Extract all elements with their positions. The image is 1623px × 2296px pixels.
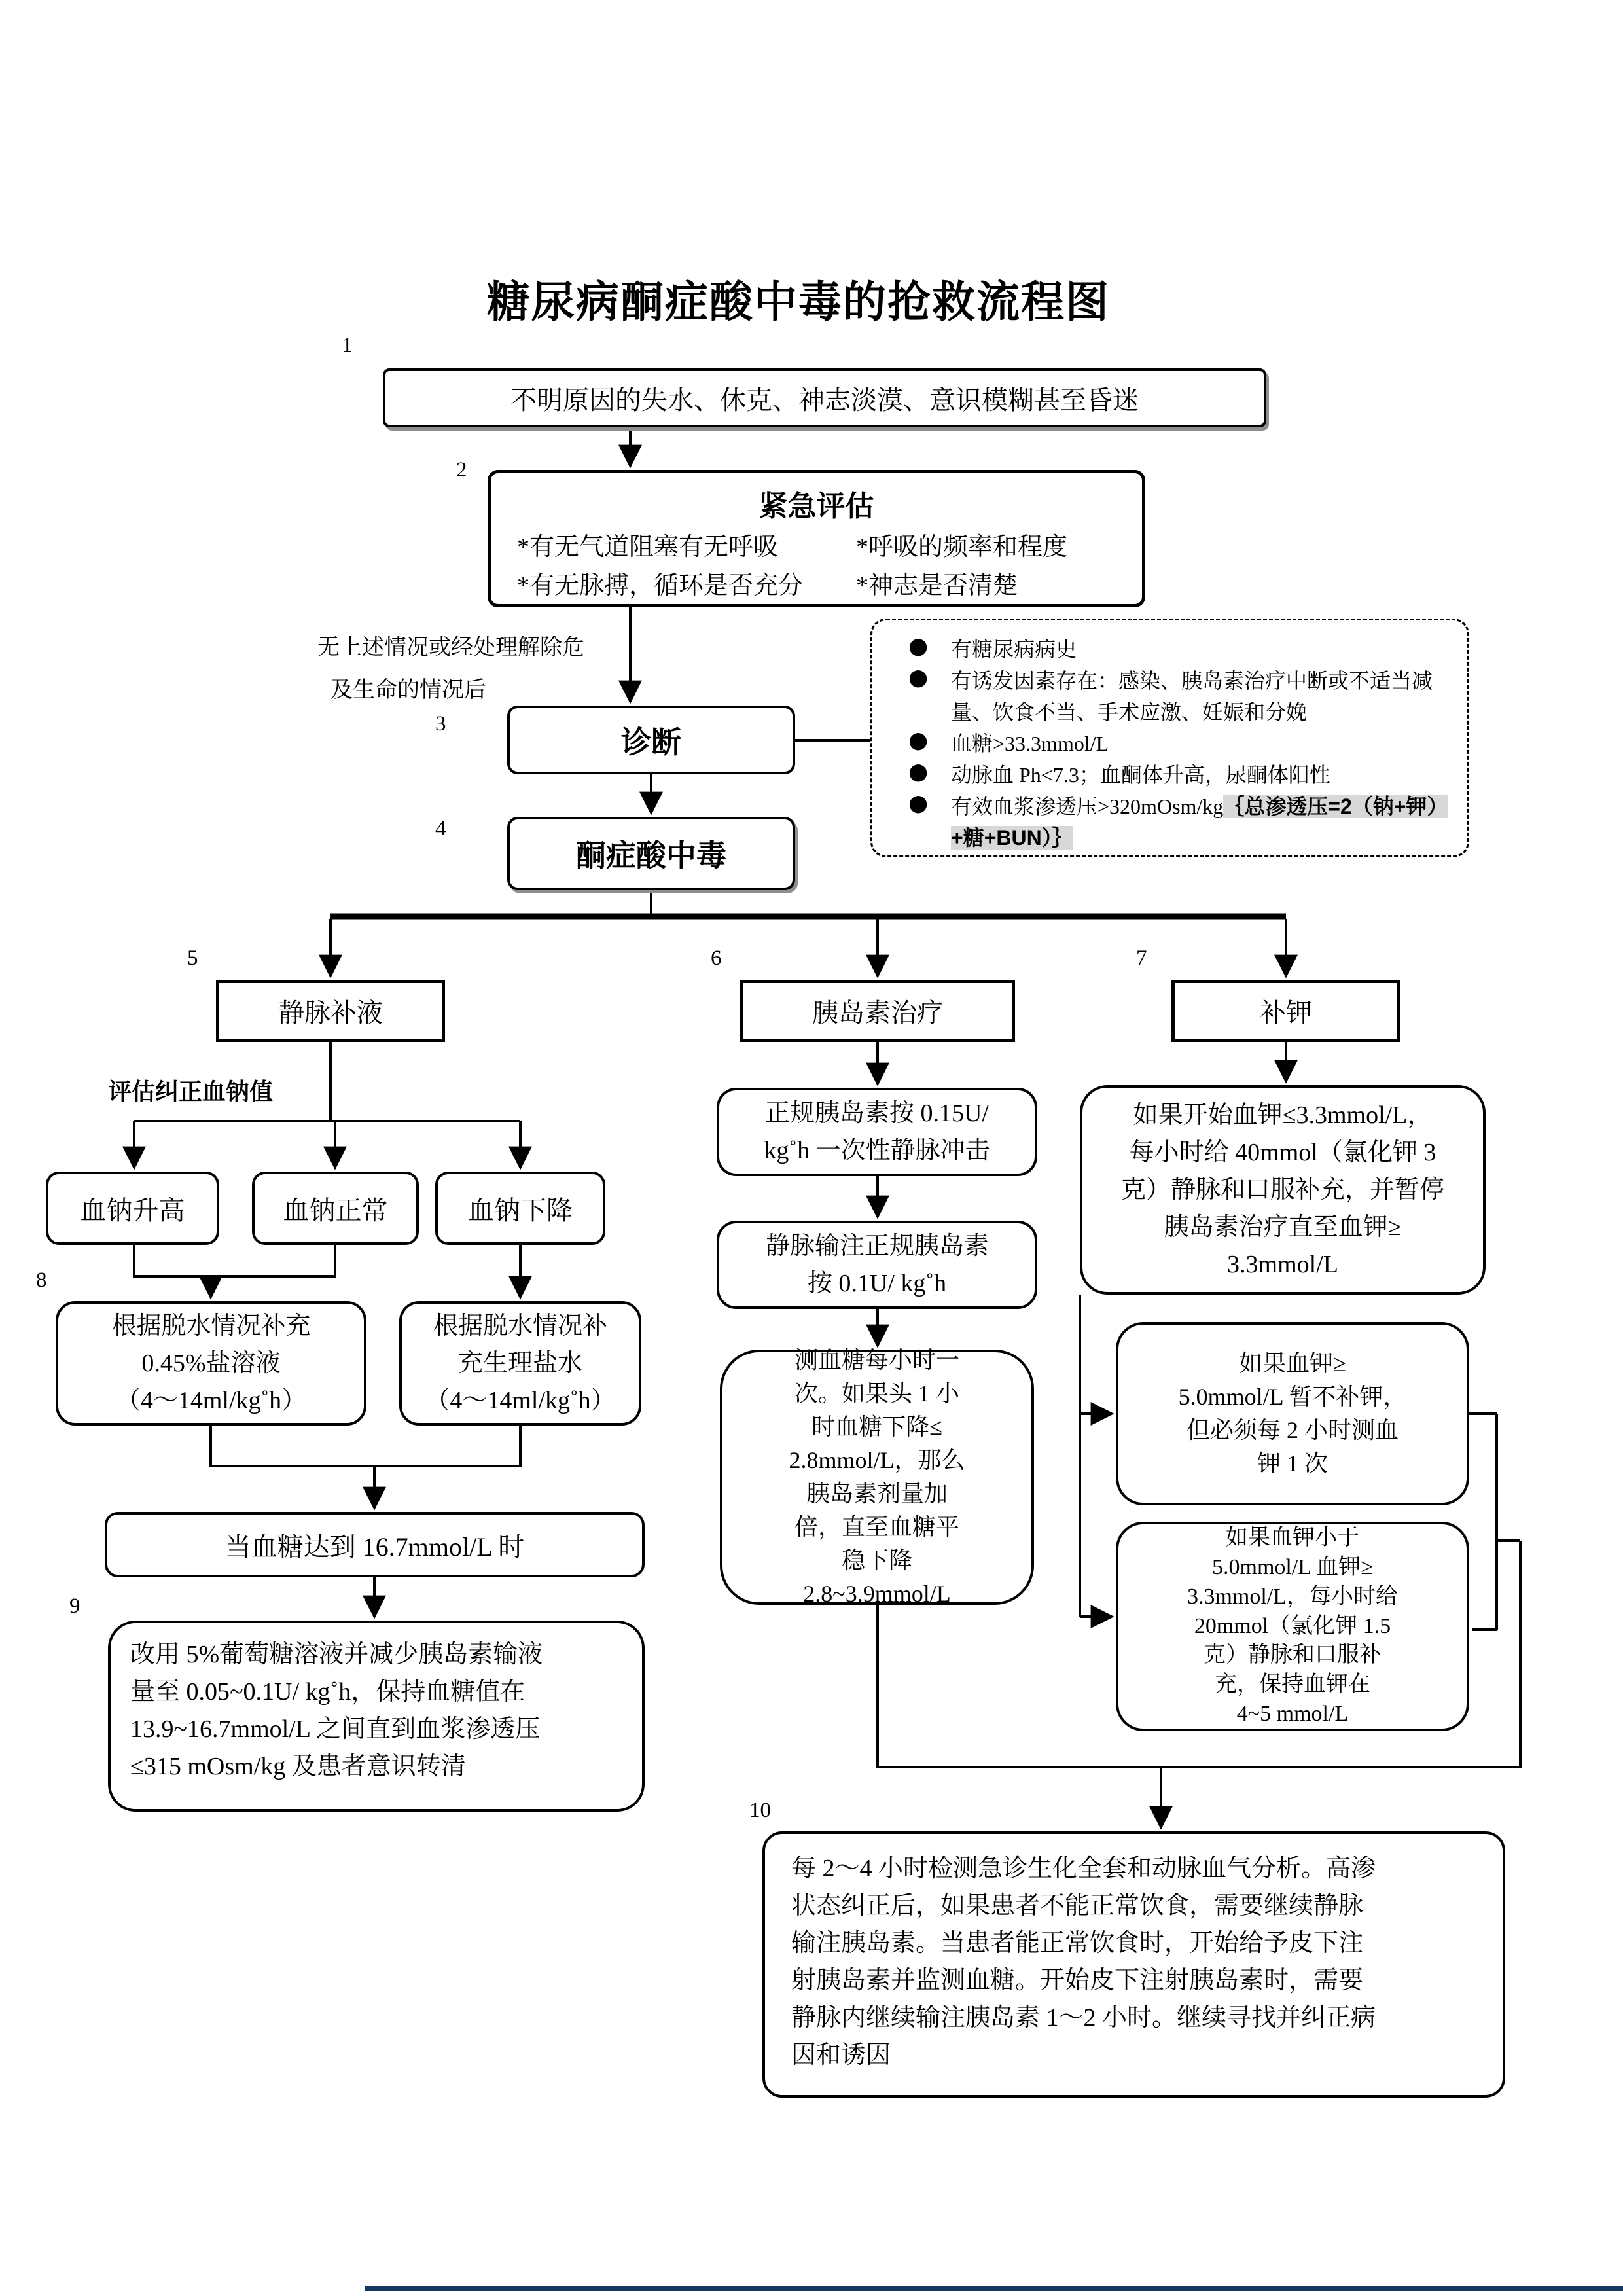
text-line: （4～14ml/kg˚h）: [115, 1386, 307, 1414]
node-diagnosis-text: 诊断: [621, 725, 681, 759]
text-line: 倍，直至血糖平: [794, 1514, 959, 1541]
text-line: 稳下降: [841, 1547, 912, 1574]
text-line: 次。如果头 1 小: [794, 1380, 959, 1407]
sodium-assessment-label: 评估纠正血钠值: [108, 1079, 274, 1105]
text-line: 根据脱水情况补: [433, 1312, 607, 1340]
text-line: 因和诱因: [791, 2041, 891, 2069]
text-line: 按 0.1U/ kg˚h: [807, 1269, 947, 1297]
node-normal-saline: [399, 1301, 641, 1426]
text-line: 充生理盐水: [457, 1349, 582, 1377]
text-line: 3.3mmol/L，每小时给: [1186, 1584, 1399, 1609]
text-line: kg˚h 一次性静脉冲击: [764, 1136, 990, 1164]
text-line: 3.3mmol/L: [1227, 1250, 1338, 1278]
text-line: 射胰岛素并监测血糖。开始皮下注射胰岛素时，需要: [791, 1967, 1364, 1994]
step-label-3: 3: [435, 712, 446, 736]
node-followup: [762, 1831, 1505, 2098]
text-line: 但必须每 2 小时测血: [1186, 1417, 1399, 1443]
osmolality-criterion: 有效血浆渗透压>320mOsm/kg: [951, 795, 1224, 818]
node-insulin-bolus: [717, 1088, 1037, 1176]
node-insulin-therapy: [740, 980, 1015, 1042]
text-line: 克）静脉和口服补充，并暂停: [1120, 1175, 1444, 1204]
bullet-icon: ⬤: [908, 794, 928, 813]
page-title: 糖尿病酮症酸中毒的抢救流程图: [487, 278, 1110, 326]
text-line: 13.9~16.7mmol/L 之间直到血浆渗透压: [130, 1715, 541, 1743]
bullet-icon: ⬤: [908, 637, 928, 656]
node-glucose-threshold-text: 当血糖达到 16.7mmol/L 时: [224, 1532, 525, 1562]
text-line: 量至 0.05~0.1U/ kg˚h，保持血糖值在: [130, 1678, 526, 1706]
text-line: 钾 1 次: [1257, 1450, 1328, 1477]
criteria-bullet: [885, 665, 1449, 728]
node-glucose-switch: [108, 1621, 645, 1812]
text-line: 状态纠正后，如果患者不能正常饮食，需要继续静脉: [791, 1892, 1364, 1920]
criteria-text: 动脉血 Ph<7.3；血酮体升高，尿酮体阳性: [951, 763, 1330, 787]
criteria-text: 有糖尿病病史: [951, 637, 1077, 661]
assessment-items: [491, 524, 1142, 605]
criteria-text: [951, 791, 1449, 853]
node-sodium-normal: [252, 1172, 419, 1245]
node-insulin-infusion: [717, 1221, 1037, 1309]
node-potassium-supplement: [1171, 980, 1400, 1042]
node-sodium-high: [46, 1172, 219, 1245]
node-sodium-low: [435, 1172, 605, 1245]
text-line: 胰岛素剂量加: [806, 1480, 948, 1507]
criteria-bullet: [885, 791, 1449, 853]
node-sodium-low-text: 血钠下降: [468, 1195, 573, 1225]
text-line: 克）静脉和口服补: [1204, 1643, 1382, 1668]
text-line: 正规胰岛素按 0.15U/: [764, 1099, 989, 1127]
criteria-text: 血糖>33.3mmol/L: [951, 732, 1109, 755]
node-potassium-mid: [1116, 1522, 1469, 1731]
text-line: 静脉输注正规胰岛素: [764, 1232, 989, 1260]
node-insulin-therapy-text: 胰岛素治疗: [812, 998, 943, 1028]
step-label-9: 9: [69, 1594, 80, 1618]
assessment-item: *有无脉搏，循环是否充分: [517, 571, 804, 600]
text-line: 胰岛素治疗直至血钾≥: [1164, 1213, 1402, 1241]
text-line: 20mmol（氯化钾 1.5: [1194, 1613, 1391, 1638]
node-symptoms: [383, 368, 1266, 427]
step-label-4: 4: [435, 817, 446, 840]
node-half-saline: [56, 1301, 366, 1426]
criteria-bullet: [885, 634, 1449, 665]
step-label-8: 8: [36, 1268, 47, 1292]
bullet-icon: ⬤: [908, 762, 928, 781]
step-label-6: 6: [711, 946, 722, 970]
text-line: 如果血钾≥: [1239, 1350, 1346, 1376]
bullet-icon: ⬤: [908, 731, 928, 750]
step-label-1: 1: [342, 334, 353, 357]
node-potassium-high: [1116, 1322, 1469, 1505]
text-line: 5.0mmol/L 血钾≥: [1212, 1554, 1373, 1579]
node-diagnosis: [507, 706, 795, 774]
text-line: 2.8mmol/L，那么: [789, 1446, 965, 1473]
text-line: 5.0mmol/L 暂不补钾，: [1178, 1383, 1407, 1410]
criteria-bullet: [885, 759, 1449, 791]
text-line: 静脉内继续输注胰岛素 1～2 小时。继续寻找并纠正病: [791, 2004, 1376, 2032]
text-line: 如果血钾小于: [1226, 1525, 1359, 1550]
text-line: 输注胰岛素。当患者能正常饮食时，开始给予皮下注: [791, 1929, 1364, 1957]
node-iv-fluids-text: 静脉补液: [278, 998, 383, 1028]
text-line: （4～14ml/kg˚h）: [425, 1386, 616, 1414]
step-label-5: 5: [187, 946, 198, 970]
text-line: 改用 5%葡萄糖溶液并减少胰岛素输液: [130, 1641, 543, 1668]
node-emergency-assessment-title: 紧急评估: [758, 490, 874, 522]
node-sodium-normal-text: 血钠正常: [283, 1195, 388, 1225]
assessment-item: *呼吸的频率和程度: [856, 533, 1068, 561]
text-line: 如果开始血钾≤3.3mmol/L，: [1133, 1101, 1433, 1129]
node-potassium-supplement-text: 补钾: [1260, 998, 1312, 1028]
text-line: 2.8~3.9mmol/L: [803, 1581, 951, 1607]
text-line: 每小时给 40mmol（氯化钾 3: [1129, 1138, 1436, 1166]
node-sodium-high-text: 血钠升高: [80, 1195, 185, 1225]
osmolality-formula-highlight: ｛总渗透压=2（钠+钾）+糖+BUN）｝: [951, 795, 1448, 850]
assessment-item: *神志是否清楚: [856, 571, 1018, 600]
text-line: 每 2～4 小时检测急诊生化全套和动脉血气分析。高渗: [791, 1855, 1376, 1882]
node-glucose-monitoring: [720, 1346, 1034, 1607]
step-label-7: 7: [1136, 946, 1147, 970]
node-iv-fluids: [216, 980, 445, 1042]
node-symptoms-text: 不明原因的失水、休克、神志淡漠、意识模糊甚至昏迷: [510, 385, 1139, 415]
text-line: ≤315 mOsm/kg 及患者意识转清: [130, 1753, 466, 1780]
node-ketoacidosis-text: 酮症酸中毒: [576, 838, 726, 872]
node-ketoacidosis: [507, 817, 795, 890]
text-line: 及生命的情况后: [330, 677, 486, 702]
bullet-icon: ⬤: [908, 668, 928, 687]
text-line: 4~5 mmol/L: [1236, 1702, 1349, 1727]
bypass-note: [317, 627, 605, 711]
text-line: 时血糖下降≤: [812, 1413, 942, 1440]
step-label-10: 10: [749, 1799, 771, 1822]
text-line: 无上述情况或经处理解除危: [317, 636, 584, 660]
criteria-text: 有诱发因素存在：感染、胰岛素治疗中断或不适当减量、饮食不当、手术应激、妊娠和分娩: [951, 669, 1433, 724]
text-line: 充，保持血钾在: [1215, 1672, 1370, 1697]
node-glucose-threshold: [105, 1512, 645, 1577]
node-emergency-assessment: [488, 470, 1145, 607]
page-footer-bar: [365, 2286, 1623, 2291]
text-line: 0.45%盐溶液: [141, 1349, 281, 1377]
node-diagnostic-criteria: [870, 619, 1469, 857]
text-line: 根据脱水情况补充: [111, 1312, 311, 1340]
step-label-2: 2: [456, 458, 467, 482]
assessment-item: *有无气道阻塞有无呼吸: [517, 533, 779, 561]
text-line: 测血糖每小时一: [794, 1346, 959, 1373]
criteria-bullet: [885, 728, 1449, 759]
node-potassium-low: [1080, 1085, 1486, 1295]
